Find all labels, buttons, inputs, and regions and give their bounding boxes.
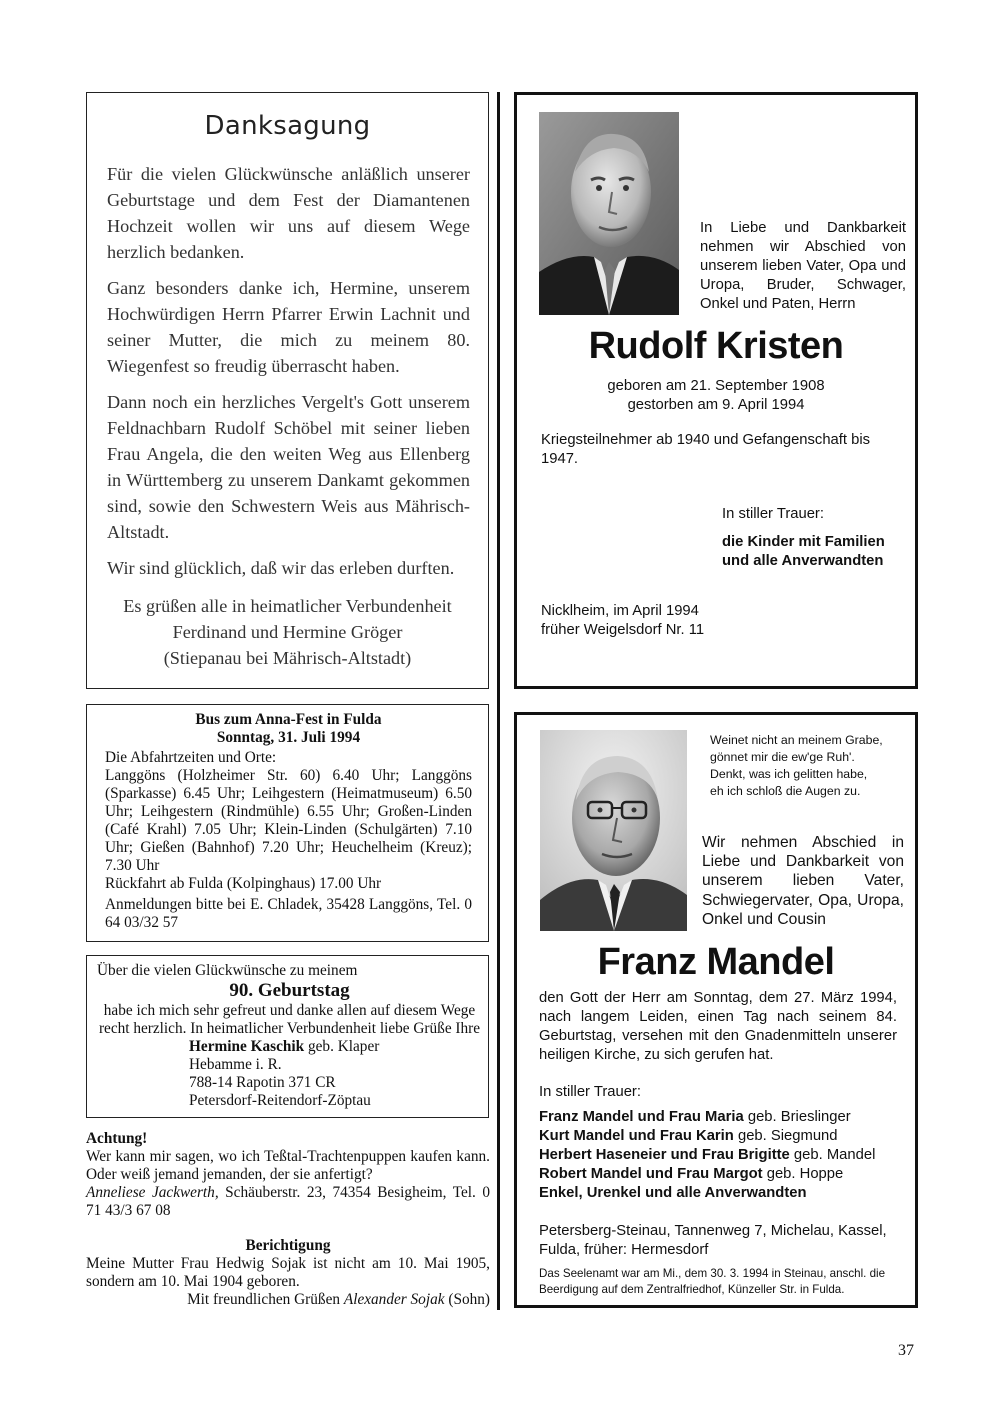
mourners-line: und alle Anverwandten <box>722 553 884 569</box>
signature-name-line <box>189 1038 482 1056</box>
mourner-entry <box>539 1184 875 1203</box>
place-line: Nicklheim, im April 1994 <box>541 603 699 619</box>
achtung-text: Wer kann mir sagen, wo ich Teßtal-Trachtenpuppen kaufen kann. Oder weiß jemand jemanden, der sie anfertigt? <box>86 1148 490 1183</box>
greeting-line: Es grüßen alle in heimatlicher Verbundenheit <box>123 596 452 616</box>
portrait-photo <box>539 112 679 315</box>
danksagung-title: Danksagung <box>204 111 371 141</box>
war-service-note: Kriegsteilnehmer ab 1940 und Gefangenschaft bis 1947. <box>541 432 871 467</box>
birth-date: geboren am 21. September 1908 <box>607 378 825 394</box>
signature-role: Hebamme i. R. <box>189 1056 282 1073</box>
bus-title: Bus zum Anna-Fest in Fulda <box>195 711 382 728</box>
obituary-rudolf-kristen <box>514 92 918 689</box>
danksagung-notice <box>86 92 489 689</box>
bus-departure-times: Langgöns (Holzheimer Str. 60) 6.40 Uhr; Langgöns (Sparkasse) 6.45 Uhr; Leihgestern (Heimatmuseum) 6.50 Uhr; Leihgestern (Rindmühle) 6.55 Uhr; Großen-Linden (Café Krahl) 7.05 Uhr; Klein-Linden (Schulgärten) 7.10 Uhr; Gießen (Bahnhof) 7.20 Uhr; Heuchelheim (Kreuz); 7.30 Uhr <box>105 767 472 874</box>
mourning-label: In stiller Trauer: <box>539 1084 641 1100</box>
mourner-name: Herbert Haseneier und Frau Brigitte <box>539 1147 790 1163</box>
obituary-body: den Gott der Herr am Sonntag, dem 27. März 1994, nach langem Leiden, einen Tag nach seinem 84. Geburtstag, versehen mit den Gnadenmitteln unserer heiligen Kirche, zu sich gerufen hat. <box>539 990 897 1063</box>
achtung-address: Schäuberstr. 23, 74354 Besigheim, Tel. 0 71 43/3 67 08 <box>86 1184 490 1219</box>
berichtigung-heading: Berichtigung <box>245 1237 331 1254</box>
obituary-intro: In Liebe und Dankbarkeit nehmen wir Abschied von unserem lieben Vater, Opa und Uropa, Bruder, Schwager, Onkel und Paten, Herrn <box>700 220 906 312</box>
column-divider <box>497 92 500 1310</box>
signature-name: Hermine Kaschik <box>189 1038 305 1055</box>
berichtigung-text: Meine Mutter Frau Hedwig Sojak ist nicht am 10. Mai 1905, sondern am 10. Mai 1904 geboren. <box>86 1255 490 1290</box>
mourner-name: Enkel, Urenkel und alle Anverwandten <box>539 1185 807 1201</box>
bus-date: Sonntag, 31. Juli 1994 <box>216 729 361 746</box>
achtung-contact <box>86 1184 490 1220</box>
mourner-entry <box>539 1108 875 1127</box>
portrait-rudolf-kristen-image <box>539 112 679 315</box>
danksagung-paragraph: Wir sind glücklich, daß wir das erleben durften. <box>107 558 455 578</box>
verse-line: Weinet nicht an meinem Grabe, <box>710 733 883 747</box>
bus-announcement <box>86 704 489 942</box>
mourner-maiden: geb. Mandel <box>793 1147 876 1163</box>
signature-address: 788-14 Rapotin 371 CR <box>189 1074 336 1091</box>
danksagung-paragraph: Für die vielen Glückwünsche anläßlich unserer Geburtstage und dem Fest der Diamantenen Hochzeit wollen wir uns auf diesem Wege herzlich bedanken. <box>107 164 470 262</box>
birthday-signature <box>97 1038 482 1110</box>
danksagung-greeting <box>87 593 488 671</box>
obituary-intro: Wir nehmen Abschied in Liebe und Dankbarkeit von unserem lieben Vater, Schwiegervater, Opa, Uropa, Onkel und Cousin <box>702 834 904 928</box>
mourners-line: die Kinder mit Familien <box>722 534 885 550</box>
achtung-sender: Anneliese Jackwerth, <box>86 1184 219 1201</box>
mourners-block <box>722 505 885 571</box>
achtung-heading: Achtung! <box>86 1130 148 1147</box>
birthday-text: recht herzlich. In heimatlicher Verbundenheit liebe Grüße Ihre <box>98 1020 481 1037</box>
small-notices <box>86 1130 490 1309</box>
birthday-heading: 90. Geburtstag <box>229 980 350 1001</box>
berichtigung-sender: Alexander Sojak <box>343 1291 445 1308</box>
berichtigung-closing: Mit freundlichen Grüßen <box>187 1291 341 1308</box>
berichtigung-closing-line <box>86 1291 490 1309</box>
berichtigung-suffix: (Sohn) <box>448 1291 490 1308</box>
family-address: Petersberg-Steinau, Tannenweg 7, Michelau, Kassel, Fulda, früher: Hermesdorf <box>539 1223 887 1258</box>
mourner-maiden: geb. Siegmund <box>737 1128 838 1144</box>
bus-return: Rückfahrt ab Fulda (Kolpinghaus) 17.00 Uhr <box>105 875 382 892</box>
page-number: 37 <box>898 1342 914 1359</box>
mourners-list <box>539 1108 875 1203</box>
danksagung-paragraph: Ganz besonders danke ich, Hermine, unserem Hochwürdigen Herrn Pfarrer Erwin Lachnit und seiner Mutter, die mich zu meinem 80. Wiegenfest so freudig überrascht haben. <box>107 278 470 376</box>
verse-line: gönnet mir die ew'ge Ruh'. <box>710 750 855 764</box>
mourner-maiden: geb. Hoppe <box>766 1166 844 1182</box>
birthday-text: habe ich mich sehr gefreut und danke allen auf diesem Wege <box>103 1002 476 1019</box>
birthday-intro: Über die vielen Glückwünsche zu meinem <box>97 962 358 979</box>
mourner-entry <box>539 1127 875 1146</box>
portrait-photo <box>540 730 687 931</box>
bus-registration: Anmeldungen bitte bei E. Chladek, 35428 Langgöns, Tel. 0 64 03/32 57 <box>105 896 472 931</box>
death-date: gestorben am 9. April 1994 <box>627 397 805 413</box>
greeting-signers: Ferdinand und Hermine Gröger <box>172 622 403 642</box>
deceased-name: Rudolf Kristen <box>588 325 844 367</box>
mourner-name: Kurt Mandel und Frau Karin <box>539 1128 734 1144</box>
greeting-origin: (Stiepanau bei Mährisch-Altstadt) <box>163 648 412 668</box>
former-address: früher Weigelsdorf Nr. 11 <box>541 622 705 638</box>
mourner-name: Franz Mandel und Frau Maria <box>539 1109 744 1125</box>
life-dates <box>517 377 915 415</box>
verse-line: Denkt, was ich gelitten habe, <box>710 767 868 781</box>
mourner-name: Robert Mandel und Frau Margot <box>539 1166 763 1182</box>
bus-times-label: Die Abfahrtzeiten und Orte: <box>105 749 277 766</box>
funeral-mass-note: Das Seelenamt war am Mi., dem 30. 3. 1994 in Steinau, anschl. die Beerdigung auf dem Zentralfriedhof, Künzeller Str. in Fulda. <box>539 1267 886 1296</box>
obituary-franz-mandel <box>514 712 918 1308</box>
verse-line: eh ich schloß die Augen zu. <box>710 784 861 798</box>
portrait-franz-mandel-image <box>540 730 687 931</box>
signature-maiden: geb. Klaper <box>307 1038 380 1055</box>
place-and-date <box>541 602 704 640</box>
birthday-thanks-notice <box>86 955 489 1118</box>
deceased-name: Franz Mandel <box>597 941 835 983</box>
memorial-verse <box>710 732 910 800</box>
mourner-entry <box>539 1165 875 1184</box>
mourner-maiden: geb. Brieslinger <box>747 1109 851 1125</box>
danksagung-paragraph: Dann noch ein herzliches Vergelt's Gott unserem Feldnachbarn Rudolf Schöbel mit seiner lieben Frau Angela, die den weiten Weg aus Ellenberg in Württemberg zu unserem Dankamt gekommen sind, sowie den Schwestern Weis aus Mährisch-Altstadt. <box>107 392 470 542</box>
mourner-entry <box>539 1146 875 1165</box>
signature-address: Petersdorf-Reitendorf-Zöptau <box>189 1092 371 1109</box>
danksagung-body <box>107 161 470 591</box>
mourning-label: In stiller Trauer: <box>722 506 824 522</box>
